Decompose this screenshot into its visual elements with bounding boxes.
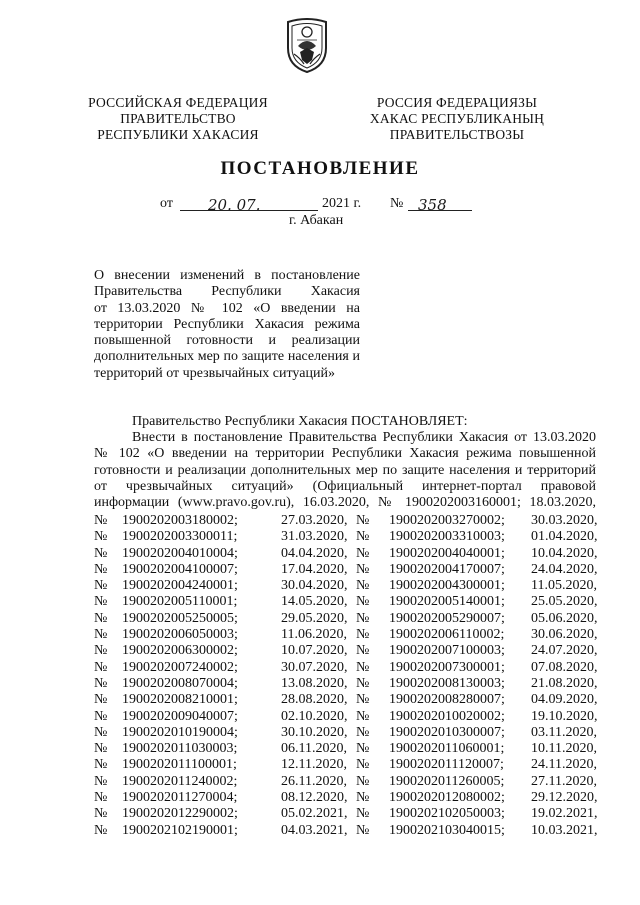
number-sign: № xyxy=(356,529,370,545)
number-sign: № xyxy=(94,724,108,740)
number-sign: № xyxy=(356,578,370,594)
registry-row xyxy=(94,725,596,741)
subject-line: О внесении изменений в постановление xyxy=(94,268,360,283)
registry-row xyxy=(94,660,596,676)
handwritten-number: 358 xyxy=(418,196,447,214)
registry-row xyxy=(94,692,596,708)
registry-number: 1900202010190004; xyxy=(122,724,238,740)
registry-date: 04.09.2020, xyxy=(531,692,598,708)
year-text: 2021 г. xyxy=(322,196,362,211)
subject-line: территорий от чрезвычайных ситуаций» xyxy=(94,365,335,381)
registry-number: 1900202008210001; xyxy=(122,692,238,708)
registry-date: 11.06.2020, xyxy=(281,627,347,643)
registry-date: 03.11.2020, xyxy=(531,724,597,740)
registry-list xyxy=(94,513,596,839)
registry-number: 1900202004010004; xyxy=(122,545,238,561)
number-sign: № xyxy=(94,594,108,610)
number-sign: № xyxy=(356,545,370,561)
registry-date: 04.04.2020, xyxy=(281,545,348,561)
number-sign: № xyxy=(94,610,108,626)
subject-line: дополнительных мер по защите населения и xyxy=(94,349,360,365)
registry-row xyxy=(94,627,596,643)
body-line: № 102 «О введении на территории Республики Хакасия режима повышенной xyxy=(94,446,596,462)
registry-row xyxy=(94,774,596,790)
registry-date: 17.04.2020, xyxy=(281,561,348,577)
registry-date: 30.07.2020, xyxy=(281,659,348,675)
registry-number: 1900202011030003; xyxy=(122,741,238,757)
number-sign: № xyxy=(356,675,370,691)
registry-number: 1900202008280007; xyxy=(389,692,505,708)
registry-date: 14.05.2020, xyxy=(281,594,348,610)
registry-number: 1900202007240002; xyxy=(122,659,238,675)
registry-date: 30.06.2020, xyxy=(531,627,598,643)
registry-number: 1900202010300007; xyxy=(389,724,505,740)
header-right-line: ХАКАС РЕСПУБЛИКАНЫҢ xyxy=(369,111,545,126)
registry-date: 24.07.2020, xyxy=(531,643,598,659)
registry-date: 31.03.2020, xyxy=(281,529,348,545)
number-sign: № xyxy=(356,659,370,675)
registry-date: 28.08.2020, xyxy=(281,692,348,708)
registry-number: 1900202003300011; xyxy=(122,529,238,545)
registry-date: 30.03.2020, xyxy=(531,513,598,528)
registry-date: 01.04.2020, xyxy=(531,529,598,545)
subject-line: Правительства Республики Хакасия xyxy=(94,284,360,300)
registry-date: 30.04.2020, xyxy=(281,578,348,594)
registry-number: 1900202007100003; xyxy=(389,643,505,659)
number-sign: № xyxy=(356,806,370,822)
registry-date: 10.03.2021, xyxy=(531,822,598,838)
registry-number: 1900202011240002; xyxy=(122,773,238,789)
header-left-ru xyxy=(78,95,278,143)
registry-date: 10.07.2020, xyxy=(281,643,348,659)
number-sign: № xyxy=(356,708,370,724)
number-sign: № xyxy=(94,773,108,789)
number-sign: № xyxy=(356,610,370,626)
body-line: готовности и реализации дополнительных мер по защите населения и территорий xyxy=(94,462,596,478)
registry-date: 21.08.2020, xyxy=(531,675,598,691)
registry-number: 1900202008130003; xyxy=(389,675,505,691)
number-sign: № xyxy=(94,545,108,561)
registry-number: 1900202011060001; xyxy=(389,741,505,757)
registry-date: 27.03.2020, xyxy=(281,513,348,528)
number-sign: № xyxy=(356,692,370,708)
number-sign: № xyxy=(94,561,108,577)
registry-row xyxy=(94,562,596,578)
registry-number: 1900202011270004; xyxy=(122,790,238,806)
number-sign: № xyxy=(356,594,370,610)
registry-row xyxy=(94,546,596,562)
number-sign: № xyxy=(94,806,108,822)
registry-date: 25.05.2020, xyxy=(531,594,598,610)
registry-date: 30.10.2020, xyxy=(281,724,348,740)
number-sign: № xyxy=(94,513,108,528)
number-sign: № xyxy=(356,822,370,838)
registry-number: 1900202006050003; xyxy=(122,627,238,643)
registry-date: 26.11.2020, xyxy=(281,773,347,789)
registry-number: 1900202004100007; xyxy=(122,561,238,577)
number-sign: № xyxy=(356,773,370,789)
registry-number: 1900202011120007; xyxy=(389,757,504,773)
registry-row xyxy=(94,643,596,659)
number-sign: № xyxy=(356,741,370,757)
registry-date: 24.11.2020, xyxy=(531,757,597,773)
header-left-line: РЕСПУБЛИКИ ХАКАСИЯ xyxy=(97,127,259,142)
registry-number: 1900202006300002; xyxy=(122,643,238,659)
registry-number: 1900202004240001; xyxy=(122,578,238,594)
registry-number: 1900202006110002; xyxy=(389,627,505,643)
registry-date: 07.08.2020, xyxy=(531,659,598,675)
registry-number: 1900202102050003; xyxy=(389,806,505,822)
registry-number: 1900202012080002; xyxy=(389,790,505,806)
number-sign: № xyxy=(356,643,370,659)
number-sign: № xyxy=(94,757,108,773)
registry-row xyxy=(94,757,596,773)
number-sign: № xyxy=(94,790,108,806)
number-sign: № xyxy=(94,675,108,691)
registry-row xyxy=(94,611,596,627)
body-line: Внести в постановление Правительства Республики Хакасия от 13.03.2020 xyxy=(132,430,596,446)
subject-line: повышенной готовности и реализации xyxy=(94,333,360,349)
number-sign: № xyxy=(94,659,108,675)
number-sign: № xyxy=(94,692,108,708)
header-left-line: РОССИЙСКАЯ ФЕДЕРАЦИЯ xyxy=(88,95,268,110)
number-sign: № xyxy=(356,627,370,643)
registry-number: 1900202009040007; xyxy=(122,708,238,724)
registry-date: 19.10.2020, xyxy=(531,708,598,724)
registry-row xyxy=(94,709,596,725)
registry-row xyxy=(94,578,596,594)
registry-date: 11.05.2020, xyxy=(531,578,597,594)
header-right-line: ПРАВИТЕЛЬСТВОЗЫ xyxy=(389,127,525,142)
number-sign: № xyxy=(94,578,108,594)
registry-number: 1900202003310003; xyxy=(389,529,505,545)
registry-number: 1900202102190001; xyxy=(122,822,238,838)
registry-date: 19.02.2021, xyxy=(531,806,598,822)
registry-date: 05.02.2021, xyxy=(281,806,348,822)
registry-row xyxy=(94,806,596,822)
header-right-khakas xyxy=(362,95,552,143)
body-line: от чрезвычайных ситуаций» (Официальный интернет-портал правовой xyxy=(94,478,596,494)
registry-row xyxy=(94,790,596,806)
decree-line: Правительство Республики Хакасия ПОСТАНОВЛЯЕТ: xyxy=(132,414,468,429)
registry-date: 13.08.2020, xyxy=(281,675,348,691)
number-sign: № xyxy=(356,724,370,740)
number-sign: № xyxy=(356,757,370,773)
registry-number: 1900202007300001; xyxy=(389,659,505,675)
registry-number: 1900202003180002; xyxy=(122,513,238,528)
body-line: информации (www.pravo.gov.ru), 16.03.2020, № 1900202003160001; 18.03.2020, xyxy=(94,495,596,511)
registry-date: 24.04.2020, xyxy=(531,561,598,577)
registry-date: 27.11.2020, xyxy=(531,773,597,789)
registry-number: 1900202004300001; xyxy=(389,578,505,594)
registry-number: 1900202005110001; xyxy=(122,594,238,610)
registry-number: 1900202004170007; xyxy=(389,561,505,577)
registry-number: 1900202003270002; xyxy=(389,513,505,528)
registry-date: 08.12.2020, xyxy=(281,790,348,806)
registry-number: 1900202005290007; xyxy=(389,610,505,626)
registry-number: 1900202103040015; xyxy=(389,822,505,838)
registry-number: 1900202005140001; xyxy=(389,594,505,610)
coat-of-arms-icon xyxy=(282,18,332,74)
body-text xyxy=(94,414,596,511)
registry-date: 05.06.2020, xyxy=(531,610,598,626)
registry-number: 1900202004040001; xyxy=(389,545,505,561)
city-name: г. Абакан xyxy=(289,213,344,228)
handwritten-date: 20. 07. xyxy=(208,196,261,214)
number-sign: № xyxy=(94,643,108,659)
registry-date: 12.11.2020, xyxy=(281,757,347,773)
registry-date: 02.10.2020, xyxy=(281,708,348,724)
subject-block xyxy=(94,268,360,382)
registry-row xyxy=(94,823,596,839)
registry-date: 29.12.2020, xyxy=(531,790,598,806)
registry-row xyxy=(94,594,596,610)
number-sign: № xyxy=(390,196,404,211)
number-sign: № xyxy=(94,529,108,545)
subject-line: от 13.03.2020 № 102 «О введении на xyxy=(94,300,360,316)
registry-date: 29.05.2020, xyxy=(281,610,348,626)
registry-row xyxy=(94,741,596,757)
registry-row xyxy=(94,529,596,545)
number-sign: № xyxy=(356,513,370,528)
registry-row xyxy=(94,513,596,529)
registry-number: 1900202008070004; xyxy=(122,675,238,691)
registry-number: 1900202011260005; xyxy=(389,773,505,789)
registry-date: 10.11.2020, xyxy=(531,741,597,757)
registry-number: 1900202012290002; xyxy=(122,806,238,822)
number-sign: № xyxy=(356,790,370,806)
date-prefix: от xyxy=(160,196,173,211)
registry-number: 1900202005250005; xyxy=(122,610,238,626)
registry-date: 10.04.2020, xyxy=(531,545,598,561)
subject-line: территории Республики Хакасия режима xyxy=(94,316,360,332)
registry-number: 1900202010020002; xyxy=(389,708,505,724)
document-title: ПОСТАНОВЛЕНИЕ xyxy=(220,158,420,179)
number-sign: № xyxy=(94,741,108,757)
registry-date: 06.11.2020, xyxy=(281,741,347,757)
number-sign: № xyxy=(94,822,108,838)
number-sign: № xyxy=(94,627,108,643)
registry-number: 1900202011100001; xyxy=(122,757,237,773)
header-left-line: ПРАВИТЕЛЬСТВО xyxy=(120,111,236,126)
number-sign: № xyxy=(94,708,108,724)
registry-row xyxy=(94,676,596,692)
registry-date: 04.03.2021, xyxy=(281,822,348,838)
header-right-line: РОССИЯ ФЕДЕРАЦИЯЗЫ xyxy=(376,95,538,110)
number-sign: № xyxy=(356,561,370,577)
